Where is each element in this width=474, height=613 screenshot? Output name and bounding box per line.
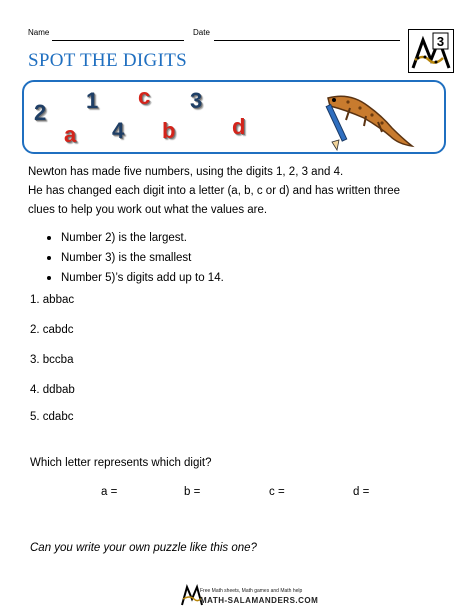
intro-line-2: He has changed each digit into a letter (a, b, c or d) and has written three [28, 185, 401, 197]
grade-logo [408, 29, 454, 73]
glyph-digit-3: 3 [190, 88, 203, 113]
answer-c[interactable]: c = [269, 486, 285, 498]
grade-number: 3 [436, 34, 445, 49]
footer-brand: MATH-SALAMANDERS.COM [200, 596, 319, 605]
glyph-letter-b: b [162, 118, 176, 143]
glyph-letter-c: c [138, 84, 151, 109]
date-line[interactable] [214, 40, 400, 41]
puzzle-box [22, 80, 446, 154]
intro-line-3: clues to help you work out what the values are. [28, 204, 268, 216]
page-title: SPOT THE DIGITS [28, 50, 187, 71]
number-item-5: 5. cdabc [30, 411, 74, 423]
salamander-with-pencil-icon [320, 88, 416, 152]
glyph-digit-2: 2 [34, 100, 47, 125]
glyph-digit-1: 1 [86, 88, 99, 113]
date-label: Date [193, 28, 210, 37]
bullet-icon [47, 236, 51, 240]
intro-line-1: Newton has made five numbers, using the digits 1, 2, 3 and 4. [28, 166, 344, 178]
number-item-4: 4. ddbab [30, 384, 75, 396]
clues-list [40, 228, 224, 288]
glyph-letter-a: a [64, 122, 77, 147]
answer-b[interactable]: b = [184, 486, 201, 498]
number-item-2: 2. cabdc [30, 324, 74, 336]
clue-item: Number 3) is the smallest [40, 248, 224, 268]
clue-item: Number 2) is the largest. [40, 228, 224, 248]
clue-item: Number 5)’s digits add up to 14. [40, 268, 224, 288]
number-item-1: 1. abbac [30, 294, 75, 306]
bullet-icon [47, 276, 51, 280]
bullet-icon [47, 256, 51, 260]
footer-tagline: Free Math sheets, Math games and Math help [200, 588, 303, 594]
name-line[interactable] [52, 40, 184, 41]
answer-a[interactable]: a = [101, 486, 118, 498]
number-item-3: 3. bccba [30, 354, 74, 366]
answer-d[interactable]: d = [353, 486, 370, 498]
glyph-letter-d: d [232, 114, 246, 139]
closing-prompt: Can you write your own puzzle like this one? [30, 542, 257, 554]
salamander-logo-icon [409, 30, 453, 72]
question: Which letter represents which digit? [30, 457, 212, 469]
name-label: Name [28, 28, 50, 37]
glyph-digit-4: 4 [112, 118, 125, 143]
